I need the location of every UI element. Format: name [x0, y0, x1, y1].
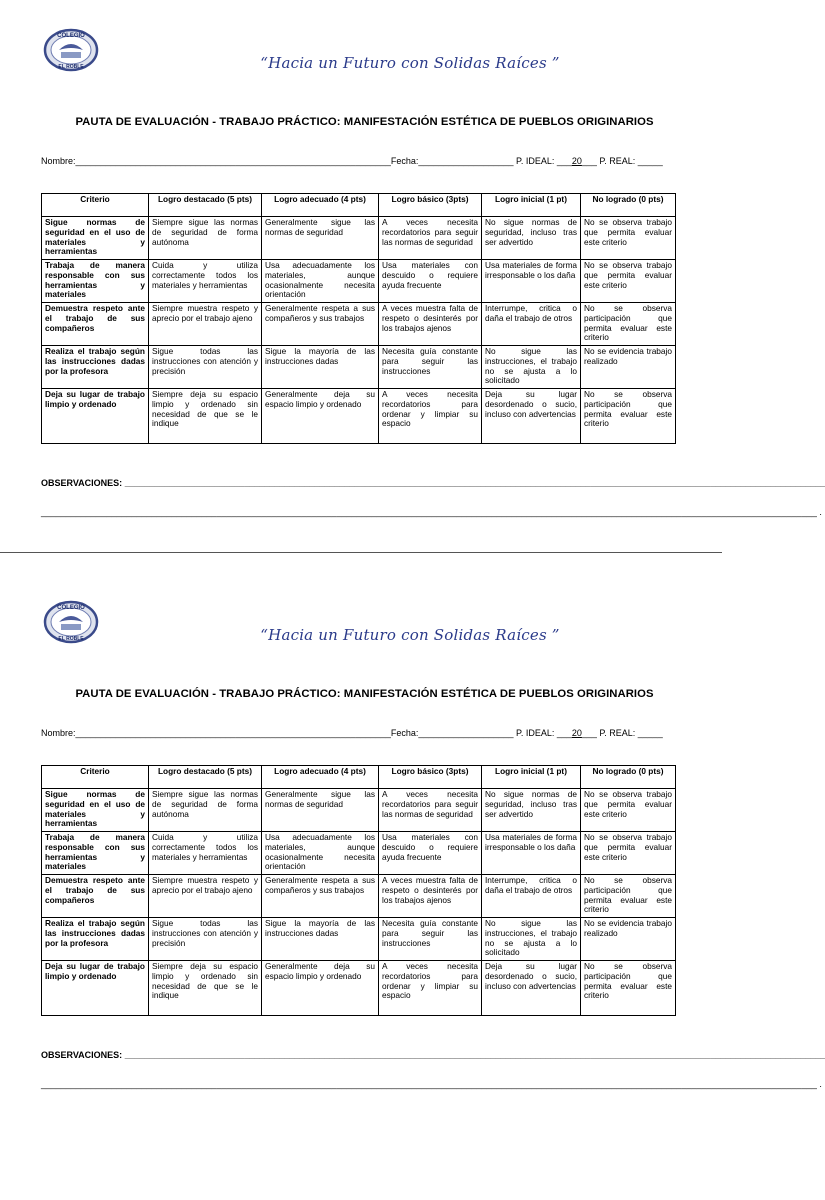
- table-cell: Generalmente respeta a sus compañeros y sus trabajos: [262, 303, 379, 346]
- table-cell: No se observa participación que permita evaluar este criterio: [581, 875, 676, 918]
- fecha-field[interactable]: ___________________: [418, 156, 516, 166]
- nombre-field[interactable]: _______________________________________________________________: [75, 156, 391, 166]
- criterion-cell: Trabaja de manera responsable con sus herramientas y materiales: [42, 832, 149, 875]
- document-title: PAUTA DE EVALUACIÓN - TRABAJO PRÁCTICO: MANIFESTACIÓN ESTÉTICA DE PUEBLOS ORIGINARIOS: [75, 116, 654, 128]
- fecha-field[interactable]: ___________________: [418, 728, 516, 738]
- table-cell: No se observa trabajo que permita evaluar este criterio: [581, 832, 676, 875]
- criterion-cell: Deja su lugar de trabajo limpio y ordenado: [42, 389, 149, 444]
- nombre-label: Nombre:: [41, 156, 76, 166]
- table-cell: Deja su lugar desordenado o sucio, incluso con advertencias: [482, 389, 581, 444]
- table-cell: Cuida y utiliza correctamente todos los materiales y herramientas: [149, 260, 262, 303]
- table-cell: Necesita guía constante para seguir las instrucciones: [379, 918, 482, 961]
- table-cell: Siempre muestra respeto y aprecio por el trabajo ajeno: [149, 875, 262, 918]
- table-cell: A veces muestra falta de respeto o desinterés por los trabajos ajenos: [379, 303, 482, 346]
- rubric-header-row: [42, 194, 676, 217]
- criterion-cell: Deja su lugar de trabajo limpio y ordenado: [42, 961, 149, 1016]
- criterion-cell: Demuestra respeto ante el trabajo de sus compañeros: [42, 303, 149, 346]
- observaciones-label: OBSERVACIONES:: [41, 1050, 123, 1060]
- table-row: [42, 789, 676, 832]
- document-copy-1: [0, 0, 825, 570]
- table-cell: No se evidencia trabajo realizado: [581, 918, 676, 961]
- header-basico: Logro básico (3pts): [379, 766, 482, 789]
- table-cell: Siempre deja su espacio limpio y ordenado sin necesidad de que se le indique: [149, 389, 262, 444]
- table-row: [42, 260, 676, 303]
- table-row: [42, 346, 676, 389]
- table-cell: Necesita guía constante para seguir las instrucciones: [379, 346, 482, 389]
- table-cell: Interrumpe, critica o daña el trabajo de otros: [482, 875, 581, 918]
- header-adecuado: Logro adecuado (4 pts): [262, 194, 379, 217]
- document-copy-2: [0, 572, 825, 1142]
- ideal-value: 20: [571, 728, 582, 738]
- table-cell: Interrumpe, critica o daña el trabajo de otros: [482, 303, 581, 346]
- table-cell: Sigue la mayoría de las instrucciones dadas: [262, 918, 379, 961]
- table-row: [42, 303, 676, 346]
- observaciones-label: OBSERVACIONES:: [41, 478, 123, 488]
- school-logo-icon: [43, 28, 99, 72]
- table-row: [42, 961, 676, 1016]
- logo-text-top: COLEGIO: [57, 605, 85, 611]
- real-label: P. REAL:: [599, 728, 636, 738]
- header-criterio: Criterio: [42, 194, 149, 217]
- table-cell: No se observa participación que permita evaluar este criterio: [581, 389, 676, 444]
- criterion-cell: Sigue normas de seguridad en el uso de materiales y herramientas: [42, 789, 149, 832]
- table-row: [42, 832, 676, 875]
- table-row: [42, 217, 676, 260]
- table-cell: Generalmente sigue las normas de seguridad: [262, 217, 379, 260]
- ideal-value: 20: [571, 156, 582, 166]
- fecha-label: Fecha:: [390, 728, 419, 738]
- table-cell: Sigue la mayoría de las instrucciones dadas: [262, 346, 379, 389]
- table-cell: Siempre sigue las normas de seguridad de forma autónoma: [149, 217, 262, 260]
- table-cell: Usa adecuadamente los materiales, aunque ocasionalmente necesita orientación: [262, 260, 379, 303]
- logo-text-bottom: EL ROBLE: [58, 64, 84, 70]
- table-cell: Cuida y utiliza correctamente todos los materiales y herramientas: [149, 832, 262, 875]
- table-cell: Usa adecuadamente los materiales, aunque ocasionalmente necesita orientación: [262, 832, 379, 875]
- table-cell: No se observa trabajo que permita evaluar este criterio: [581, 789, 676, 832]
- logo-text-bottom: EL ROBLE: [58, 636, 84, 642]
- table-cell: No se observa trabajo que permita evaluar este criterio: [581, 260, 676, 303]
- table-cell: No sigue las instrucciones, el trabajo no se ajusta a lo solicitado: [482, 918, 581, 961]
- logo-text-top: COLEGIO: [57, 33, 85, 39]
- criterion-cell: Realiza el trabajo según las instrucciones dadas por la profesora: [42, 918, 149, 961]
- header-adecuado: Logro adecuado (4 pts): [262, 766, 379, 789]
- table-cell: A veces muestra falta de respeto o desinterés por los trabajos ajenos: [379, 875, 482, 918]
- criterion-cell: Demuestra respeto ante el trabajo de sus compañeros: [42, 875, 149, 918]
- ideal-label: P. IDEAL:: [515, 156, 555, 166]
- criterion-cell: Realiza el trabajo según las instrucciones dadas por la profesora: [42, 346, 149, 389]
- observaciones-line[interactable]: OBSERVACIONES: ____________________________________________________________________________________________________________________________________________: [41, 1050, 825, 1060]
- table-row: [42, 875, 676, 918]
- table-cell: Sigue todas las instrucciones con atención y precisión: [149, 918, 262, 961]
- school-motto: “Hacia un Futuro con Solidas Raíces ”: [260, 626, 560, 644]
- table-cell: Usa materiales de forma irresponsable o los daña: [482, 260, 581, 303]
- table-cell: A veces necesita recordatorios para ordenar y limpiar su espacio: [379, 961, 482, 1016]
- table-cell: Siempre deja su espacio limpio y ordenado sin necesidad de que se le indique: [149, 961, 262, 1016]
- table-cell: Generalmente deja su espacio limpio y ordenado: [262, 389, 379, 444]
- student-info-line: Nombre:_______________________________________________________________Fecha:___________________ P. IDEAL: ___20___ P. REAL: _____: [41, 728, 663, 738]
- document-title: PAUTA DE EVALUACIÓN - TRABAJO PRÁCTICO: MANIFESTACIÓN ESTÉTICA DE PUEBLOS ORIGINARIOS: [75, 688, 654, 700]
- table-cell: No sigue las instrucciones, el trabajo no se ajusta a lo solicitado: [482, 346, 581, 389]
- criterion-cell: Trabaja de manera responsable con sus herramientas y materiales: [42, 260, 149, 303]
- table-cell: Deja su lugar desordenado o sucio, incluso con advertencias: [482, 961, 581, 1016]
- rubric-header-row: [42, 766, 676, 789]
- table-cell: Siempre sigue las normas de seguridad de forma autónoma: [149, 789, 262, 832]
- real-field[interactable]: _____: [635, 156, 663, 166]
- criterion-cell: Sigue normas de seguridad en el uso de materiales y herramientas: [42, 217, 149, 260]
- table-cell: Usa materiales con descuido o requiere ayuda frecuente: [379, 832, 482, 875]
- table-cell: Sigue todas las instrucciones con atención y precisión: [149, 346, 262, 389]
- table-cell: Generalmente sigue las normas de seguridad: [262, 789, 379, 832]
- rubric-table: [41, 193, 676, 444]
- ideal-label: P. IDEAL:: [515, 728, 555, 738]
- real-label: P. REAL:: [599, 156, 636, 166]
- header-destacado: Logro destacado (5 pts): [149, 194, 262, 217]
- table-cell: Generalmente respeta a sus compañeros y sus trabajos: [262, 875, 379, 918]
- nombre-label: Nombre:: [41, 728, 76, 738]
- header-basico: Logro básico (3pts): [379, 194, 482, 217]
- school-motto: “Hacia un Futuro con Solidas Raíces ”: [260, 54, 560, 72]
- table-cell: Siempre muestra respeto y aprecio por el trabajo ajeno: [149, 303, 262, 346]
- fecha-label: Fecha:: [390, 156, 419, 166]
- rubric-table: [41, 765, 676, 1016]
- table-cell: Usa materiales de forma irresponsable o los daña: [482, 832, 581, 875]
- table-cell: A veces necesita recordatorios para seguir las normas de seguridad: [379, 789, 482, 832]
- header-criterio: Criterio: [42, 766, 149, 789]
- nombre-field[interactable]: _______________________________________________________________: [75, 728, 391, 738]
- table-cell: No se evidencia trabajo realizado: [581, 346, 676, 389]
- school-logo-icon: [43, 600, 99, 644]
- table-cell: No se observa trabajo que permita evaluar este criterio: [581, 217, 676, 260]
- header-inicial: Logro inicial (1 pt): [482, 194, 581, 217]
- table-cell: A veces necesita recordatorios para seguir las normas de seguridad: [379, 217, 482, 260]
- observaciones-line-2[interactable]: ___________________________________________________________________________________________________________________________________________________________ .: [41, 1079, 822, 1089]
- table-row: [42, 389, 676, 444]
- table-cell: A veces necesita recordatorios para ordenar y limpiar su espacio: [379, 389, 482, 444]
- header-no-logrado: No logrado (0 pts): [581, 766, 676, 789]
- table-cell: No se observa participación que permita evaluar este criterio: [581, 303, 676, 346]
- table-cell: No se observa participación que permita evaluar este criterio: [581, 961, 676, 1016]
- table-cell: Generalmente deja su espacio limpio y ordenado: [262, 961, 379, 1016]
- observaciones-line[interactable]: OBSERVACIONES: ____________________________________________________________________________________________________________________________________________: [41, 478, 825, 488]
- header-inicial: Logro inicial (1 pt): [482, 766, 581, 789]
- table-cell: Usa materiales con descuido o requiere ayuda frecuente: [379, 260, 482, 303]
- table-cell: No sigue normas de seguridad, incluso tras ser advertido: [482, 217, 581, 260]
- table-cell: No sigue normas de seguridad, incluso tras ser advertido: [482, 789, 581, 832]
- real-field[interactable]: _____: [635, 728, 663, 738]
- header-no-logrado: No logrado (0 pts): [581, 194, 676, 217]
- header-destacado: Logro destacado (5 pts): [149, 766, 262, 789]
- page-divider: [0, 552, 722, 553]
- table-row: [42, 918, 676, 961]
- observaciones-line-2[interactable]: ___________________________________________________________________________________________________________________________________________________________ .: [41, 507, 822, 517]
- student-info-line: Nombre:_______________________________________________________________Fecha:___________________ P. IDEAL: ___20___ P. REAL: _____: [41, 156, 663, 166]
